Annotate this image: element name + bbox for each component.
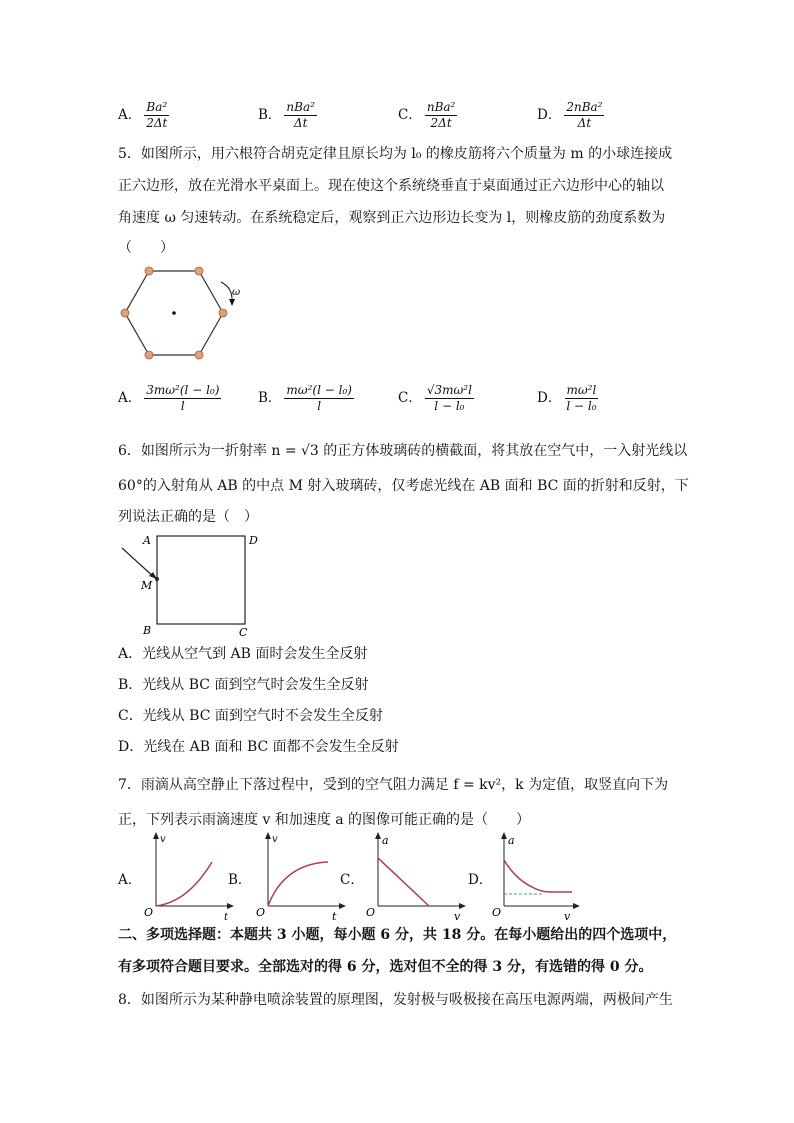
- label-d: D: [249, 534, 258, 547]
- q6-text-line-3: 列说法正确的是（ ）: [118, 509, 258, 525]
- ball-6: [121, 309, 129, 317]
- q7-graph-a: [140, 830, 240, 922]
- svg-text:t: t: [332, 910, 337, 922]
- svg-text:v: v: [564, 910, 571, 922]
- svg-text:t: t: [224, 912, 229, 922]
- q7-option-c-letter[interactable]: C．: [340, 872, 364, 888]
- section-2-heading-line-2: 有多项符合题目要求。全部选对的得 6 分，选对但不全的得 3 分，有选错的得 0 分。: [118, 959, 653, 975]
- q7-option-d-letter[interactable]: D．: [468, 872, 493, 888]
- q7-graph-b: [252, 830, 352, 922]
- hexagon-figure: [115, 262, 255, 366]
- curve-b: [268, 862, 328, 906]
- q5-text-line-1: 5．如图所示，用六根符合胡克定律且原长均为 l₀ 的橡皮筋将六个质量为 m 的小球连接成: [118, 146, 673, 162]
- ball-4: [195, 351, 203, 359]
- curve-a: [156, 862, 212, 906]
- q6-option-d[interactable]: D．光线在 AB 面和 BC 面都不会发生全反射: [118, 739, 399, 755]
- q5-text-line-3: 角速度 ω 匀速转动。在系统稳定后，观察到正六边形边长变为 l，则橡皮筋的劲度系数为: [118, 210, 666, 226]
- q5-option-b[interactable]: B． $\frac{\text{mω²(l − l₀)}}{l}$: [258, 383, 352, 413]
- omega-label: ω: [232, 287, 241, 298]
- ball-2: [195, 267, 203, 275]
- svg-text:v: v: [160, 834, 166, 845]
- q4-option-d[interactable]: D． $\frac{\text{2nBa²}}{\Delta t}$: [537, 100, 603, 130]
- svg-text:a: a: [382, 834, 389, 847]
- label-m: M: [141, 579, 153, 592]
- q7-text-line-1: 7．雨滴从高空静止下落过程中，受到的空气阻力满足 f = kv²，k 为定值，取竖直向下为: [118, 777, 669, 793]
- line-c: [378, 858, 429, 906]
- q6-option-a[interactable]: A．光线从空气到 AB 面时会发生全反射: [118, 646, 368, 662]
- svg-text:O: O: [256, 906, 266, 919]
- q7-option-a-letter[interactable]: A．: [118, 872, 142, 888]
- ball-1: [145, 267, 153, 275]
- q6-text-line-1: 6．如图所示为一折射率 n = √3 的正方体玻璃砖的横截面，将其放在空气中，一入射光线以: [118, 443, 688, 459]
- label-b: B: [143, 624, 152, 637]
- svg-text:a: a: [508, 834, 515, 847]
- svg-text:v: v: [272, 834, 278, 845]
- square-cross-section: [157, 536, 245, 624]
- svg-text:O: O: [144, 906, 154, 919]
- q5-option-a[interactable]: A． $\frac{\text{3mω²(l − l₀)}}{l}$: [118, 383, 220, 413]
- curve-d: [504, 860, 572, 892]
- q8-text-line-1: 8．如图所示为某种静电喷涂装置的原理图，发射极与吸极接在高压电源两端，两极间产生: [118, 992, 673, 1008]
- q6-option-c[interactable]: C．光线从 BC 面到空气时不会发生全反射: [118, 708, 383, 724]
- q5-option-d[interactable]: D． $\frac{\text{mω²l}}{\text{l − l₀}}$: [537, 383, 597, 413]
- q6-text-line-2: 60°的入射角从 AB 的中点 M 射入玻璃砖，仅考虑光线在 AB 面和 BC 面的折射和反射，下: [118, 478, 689, 494]
- svg-text:O: O: [366, 906, 376, 919]
- q5-text-line-2: 正六边形，放在光滑水平桌面上。现在使这个系统绕垂直于桌面通过正六边形中心的轴以: [118, 178, 664, 194]
- q7-text-line-2: 正，下列表示雨滴速度 v 和加速度 a 的图像可能正确的是（ ）: [118, 812, 531, 828]
- center-dot: [172, 311, 176, 315]
- svg-text:v: v: [454, 910, 461, 922]
- q4-option-c[interactable]: C． $\frac{\text{nBa²}}{2\Delta t}$: [398, 100, 456, 130]
- incident-ray: [122, 548, 155, 578]
- q7-graph-c: [362, 830, 472, 922]
- point-m: [155, 577, 159, 581]
- section-2-heading-line-1: 二、多项选择题：本题共 3 小题，每小题 6 分，共 18 分。在每小题给出的四个选项中，: [118, 927, 677, 943]
- ball-3: [219, 309, 227, 317]
- svg-text:O: O: [492, 906, 502, 919]
- glass-brick-figure: [115, 530, 265, 640]
- q5-option-c[interactable]: C． $\frac{\text{√3mω²l}}{\text{l − l₀}}$: [398, 383, 472, 413]
- label-c: C: [239, 626, 248, 639]
- q5-text-line-4: （ ）: [118, 240, 174, 256]
- q7-graph-d: [490, 830, 586, 922]
- q6-option-b[interactable]: B．光线从 BC 面到空气时会发生全反射: [118, 677, 369, 693]
- ball-5: [145, 351, 153, 359]
- q7-option-b-letter[interactable]: B．: [228, 872, 252, 888]
- q4-option-a[interactable]: A． $\frac{\text{Ba²}}{2\Delta t}$: [118, 100, 168, 130]
- label-a: A: [143, 534, 151, 547]
- q4-option-b[interactable]: B． $\frac{\text{nBa²}}{\Delta t}$: [258, 100, 315, 130]
